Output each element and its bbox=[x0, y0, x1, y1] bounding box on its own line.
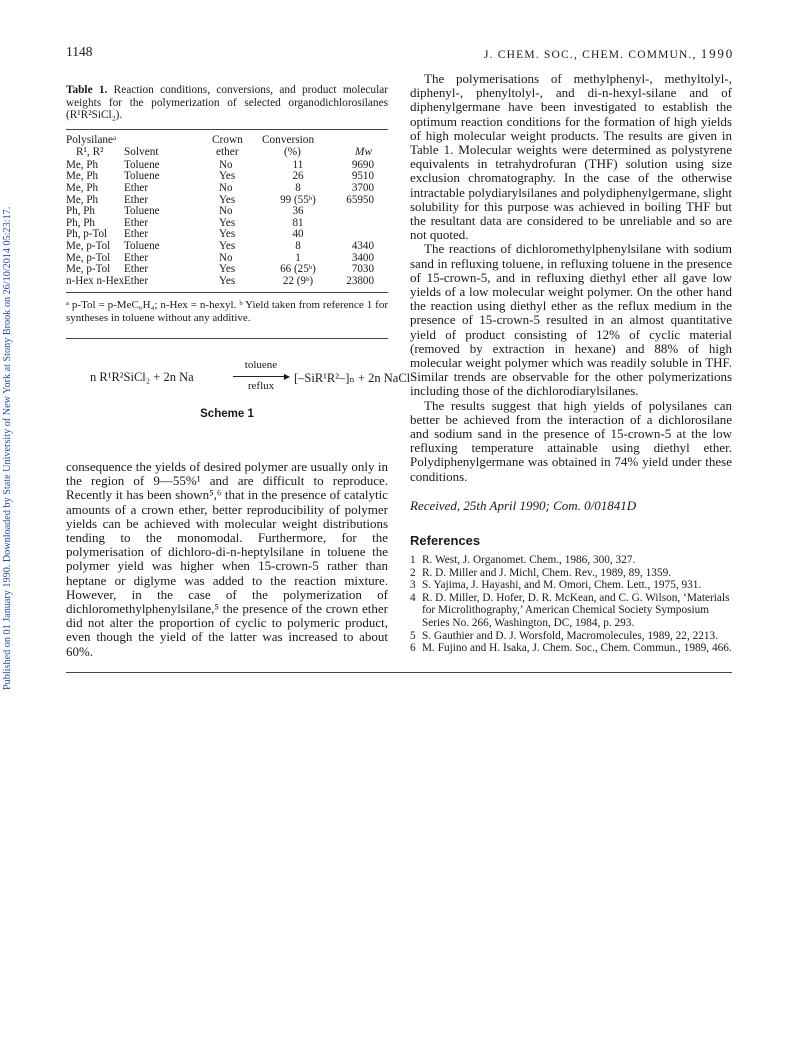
cell-mw: 3400 bbox=[351, 251, 374, 264]
body-paragraph: The reactions of dichloromethylphenylsilane with sodium sand in refluxing toluene, in refluxing toluene in the presence of 15-crown-5, and in refluxing diethyl ether all gave low yields of a low molecular weight polymer. On the other hand the reaction using diethyl ether as the reflux medium in the presence of 15-crown-5 resulted in an almost quantitative yield of product consisting of 12% of cyclic material (removed by extraction in hexane) and 88% of high molecular weight polymer which was readily soluble in THF. Similar trends are observable for the other polymerizations including those of the dichlorodiarylsilanes. bbox=[410, 241, 732, 399]
cell-conversion: 22 (9ᵇ) bbox=[282, 274, 314, 287]
reference-text: S. Yajima, J. Hayashi, and M. Omori, Chem. Lett., 1975, 931. bbox=[422, 579, 702, 592]
reference-number: 5 bbox=[410, 629, 416, 642]
cell-polysilane: n-Hex n-Hex bbox=[66, 274, 125, 287]
left-column bbox=[66, 84, 388, 324]
cell-conversion: 11 bbox=[292, 158, 304, 171]
reference-text: S. Gauthier and D. J. Worsfold, Macromolecules, 1989, 22, 2213. bbox=[422, 629, 719, 642]
reference-item bbox=[410, 592, 732, 630]
cell-solvent: Ether bbox=[124, 228, 149, 241]
table-caption bbox=[66, 84, 388, 122]
header-r1r2: R¹, R² bbox=[76, 145, 104, 158]
cell-polysilane: Me, p-Tol bbox=[66, 263, 111, 276]
cell-mw: 9690 bbox=[351, 158, 374, 171]
cell-polysilane: Me, p-Tol bbox=[66, 239, 111, 252]
received-line: Received, 25th April 1990; Com. 0/01841D bbox=[410, 497, 637, 513]
arrow-condition-top: toluene bbox=[244, 359, 278, 371]
data-table bbox=[66, 129, 388, 325]
cell-mw: 9510 bbox=[351, 170, 374, 183]
cell-conversion: 8 bbox=[295, 181, 301, 194]
cell-conversion: 8 bbox=[295, 239, 301, 252]
cell-solvent: Ether bbox=[124, 251, 149, 264]
arrow-line bbox=[233, 376, 287, 377]
table-row bbox=[66, 183, 388, 195]
table-body bbox=[66, 160, 388, 288]
body-paragraph: The polymerisations of methylphenyl-, methyltolyl-, diphenyl-, phenyltolyl-, and di-n-hexyl-silane and of diphenylgermane have been investigated to establish the optimum reaction conditions for the formation of high yields of high molecular weight products. The results are given in Table 1. Molecular weights were determined as polystyrene equivalents in tetrahydrofuran (THF) solution using size exclusion chromatography. In the case of the otherwise intractable polydiarylsilanes and polydiphenylgermane, slight solubility for this purpose was achieved in boiling THF but the resultant data are considered to be unreliable and so are not quoted. bbox=[410, 71, 732, 243]
header-solvent: Solvent bbox=[124, 145, 159, 158]
cell-crown-ether: Yes bbox=[219, 228, 236, 241]
journal-name: J. CHEM. SOC., CHEM. COMMUN., bbox=[483, 49, 697, 61]
reference-text: R. D. Miller and J. Michl, Chem. Rev., 1989, 89, 1359. bbox=[422, 566, 672, 579]
journal-year: 1990 bbox=[700, 46, 734, 61]
cell-crown-ether: Yes bbox=[219, 193, 236, 206]
reference-number: 3 bbox=[410, 579, 416, 592]
cell-conversion: 36 bbox=[292, 205, 304, 218]
cell-conversion: 1 bbox=[295, 251, 301, 264]
cell-mw: 65950 bbox=[346, 193, 374, 206]
cell-solvent: Toluene bbox=[124, 239, 160, 252]
reference-number: 2 bbox=[410, 566, 416, 579]
cell-mw: 4340 bbox=[351, 239, 374, 252]
reference-item bbox=[410, 579, 732, 592]
cell-solvent: Ether bbox=[124, 181, 149, 194]
arrow-condition-bottom: reflux bbox=[247, 380, 275, 392]
header-ether: ether bbox=[216, 145, 239, 158]
right-column bbox=[410, 72, 732, 655]
cell-polysilane: Me, Ph bbox=[66, 193, 99, 206]
scheme-top-rule bbox=[66, 338, 388, 339]
reference-item bbox=[410, 554, 732, 567]
left-body-text: consequence the yields of desired polymer are usually only in the region of 9—55%¹ and are difficult to reproduce. Recently it has been shown⁵,⁶ that in the presence of catalytic amounts of a crown ether, better reproducibility of polymer yields can be achieved with molecular weight distributions tending to the monomodal. Furthermore, for the polymerisation of dichloro-di-n-heptylsilane in toluene the polymer yield was higher when 15-crown-5 rather than heptane or diglyme was added to the reaction mixture. However, in the case of the polymerization of dichloromethylphenylsilane,⁵ the presence of the crown ether did not alter the proportion of cyclic to polymeric product, even though the yield of the latter was increased to about 60%. bbox=[66, 459, 388, 659]
cell-crown-ether: Yes bbox=[219, 239, 236, 252]
page-number: 1148 bbox=[66, 44, 93, 59]
cell-conversion: 81 bbox=[292, 216, 304, 229]
cell-polysilane: Me, Ph bbox=[66, 158, 99, 171]
cell-mw: 23800 bbox=[346, 274, 374, 287]
cell-crown-ether: Yes bbox=[219, 170, 236, 183]
header-conversion: Conversion bbox=[262, 133, 315, 146]
table-row bbox=[66, 241, 388, 253]
download-watermark: Published on 01 January 1990. Downloaded by State University of New York at Stony Brook on 26/10/2014 05:23:17. bbox=[2, 206, 13, 690]
cell-polysilane: Ph, Ph bbox=[66, 205, 95, 218]
cell-mw: 7030 bbox=[351, 263, 374, 276]
reference-item bbox=[410, 642, 732, 655]
table-bottom-rule bbox=[66, 292, 388, 293]
table-row bbox=[66, 276, 388, 288]
cell-polysilane: Ph, Ph bbox=[66, 216, 95, 229]
table-caption-label: Table 1. bbox=[66, 84, 108, 96]
table-row bbox=[66, 264, 388, 276]
cell-crown-ether: No bbox=[219, 251, 233, 264]
header-crown: Crown bbox=[212, 133, 243, 146]
reaction-scheme bbox=[66, 358, 411, 398]
cell-crown-ether: Yes bbox=[219, 263, 236, 276]
reference-item bbox=[410, 630, 732, 643]
cell-crown-ether: No bbox=[219, 158, 233, 171]
reaction-arrow bbox=[233, 358, 289, 398]
arrow-head-icon: ▶ bbox=[283, 371, 290, 381]
reference-item bbox=[410, 567, 732, 580]
cell-crown-ether: No bbox=[219, 205, 233, 218]
cell-polysilane: Me, p-Tol bbox=[66, 251, 111, 264]
reference-number: 4 bbox=[410, 591, 416, 604]
cell-conversion: 66 (25ᵇ) bbox=[280, 263, 316, 276]
references-list bbox=[410, 554, 732, 655]
cell-solvent: Ether bbox=[124, 193, 149, 206]
table-caption-text: Reaction conditions, conversions, and product molecular weights for the polymerization of selected organodichlorosilanes (R¹R²SiCl₂). bbox=[66, 84, 388, 122]
header-polysilane: Polysilaneᵃ bbox=[66, 133, 117, 146]
cell-polysilane: Me, Ph bbox=[66, 181, 99, 194]
scheme-reactants: n R¹R²SiCl₂ + 2n Na bbox=[90, 370, 194, 384]
header-percent: (%) bbox=[284, 145, 301, 158]
header-mw: Mw bbox=[355, 145, 372, 158]
scheme-label: Scheme 1 bbox=[200, 408, 254, 420]
cell-solvent: Toluene bbox=[124, 205, 160, 218]
references-heading: References bbox=[410, 533, 481, 549]
cell-conversion: 26 bbox=[292, 170, 304, 183]
cell-solvent: Toluene bbox=[124, 158, 160, 171]
table-header bbox=[66, 130, 388, 160]
reference-number: 6 bbox=[410, 642, 416, 655]
scheme-products: [–SiR¹R²–]ₙ + 2n NaCl bbox=[294, 371, 411, 385]
table-row bbox=[66, 206, 388, 218]
running-head bbox=[484, 46, 734, 62]
cell-solvent: Ether bbox=[124, 216, 149, 229]
cell-polysilane: Ph, p-Tol bbox=[66, 228, 108, 241]
table-footnote: ᵃ p-Tol = p-MeC₆H₄; n-Hex = n-hexyl. ᵇ Yield taken from reference 1 for syntheses in toluene without any additive. bbox=[66, 299, 388, 324]
cell-solvent: Toluene bbox=[124, 170, 160, 183]
cell-solvent: Ether bbox=[124, 263, 149, 276]
cell-crown-ether: No bbox=[219, 181, 233, 194]
reference-number: 1 bbox=[410, 554, 416, 567]
page-bottom-rule bbox=[66, 672, 732, 673]
body-paragraph: The results suggest that high yields of polysilanes can better be achieved from the interaction of a dichlorosilane and sodium sand in the presence of 15-crown-5 at the low refluxing temperature attainable using diethyl ether. Polydiphenylgermane was obtained in 74% yield under these conditions. bbox=[410, 397, 732, 484]
cell-crown-ether: Yes bbox=[219, 274, 236, 287]
cell-polysilane: Me, Ph bbox=[66, 170, 99, 183]
cell-conversion: 99 (55ᵇ) bbox=[280, 193, 316, 206]
right-paragraphs bbox=[410, 72, 732, 484]
cell-crown-ether: Yes bbox=[219, 216, 236, 229]
cell-mw: 3700 bbox=[351, 181, 374, 194]
cell-conversion: 40 bbox=[292, 228, 304, 241]
reference-text: M. Fujino and H. Isaka, J. Chem. Soc., Chem. Commun., 1989, 466. bbox=[422, 642, 732, 655]
reference-text: R. West, J. Organomet. Chem., 1986, 300, 327. bbox=[422, 554, 636, 567]
reference-text: R. D. Miller, D. Hofer, D. R. McKean, and C. G. Wilson, ‘Materials for Microlithography,’ American Chemical Society Symposium Series No. 266, Washington, DC, 1984, p. 293. bbox=[422, 591, 730, 630]
cell-solvent: Ether bbox=[124, 274, 149, 287]
